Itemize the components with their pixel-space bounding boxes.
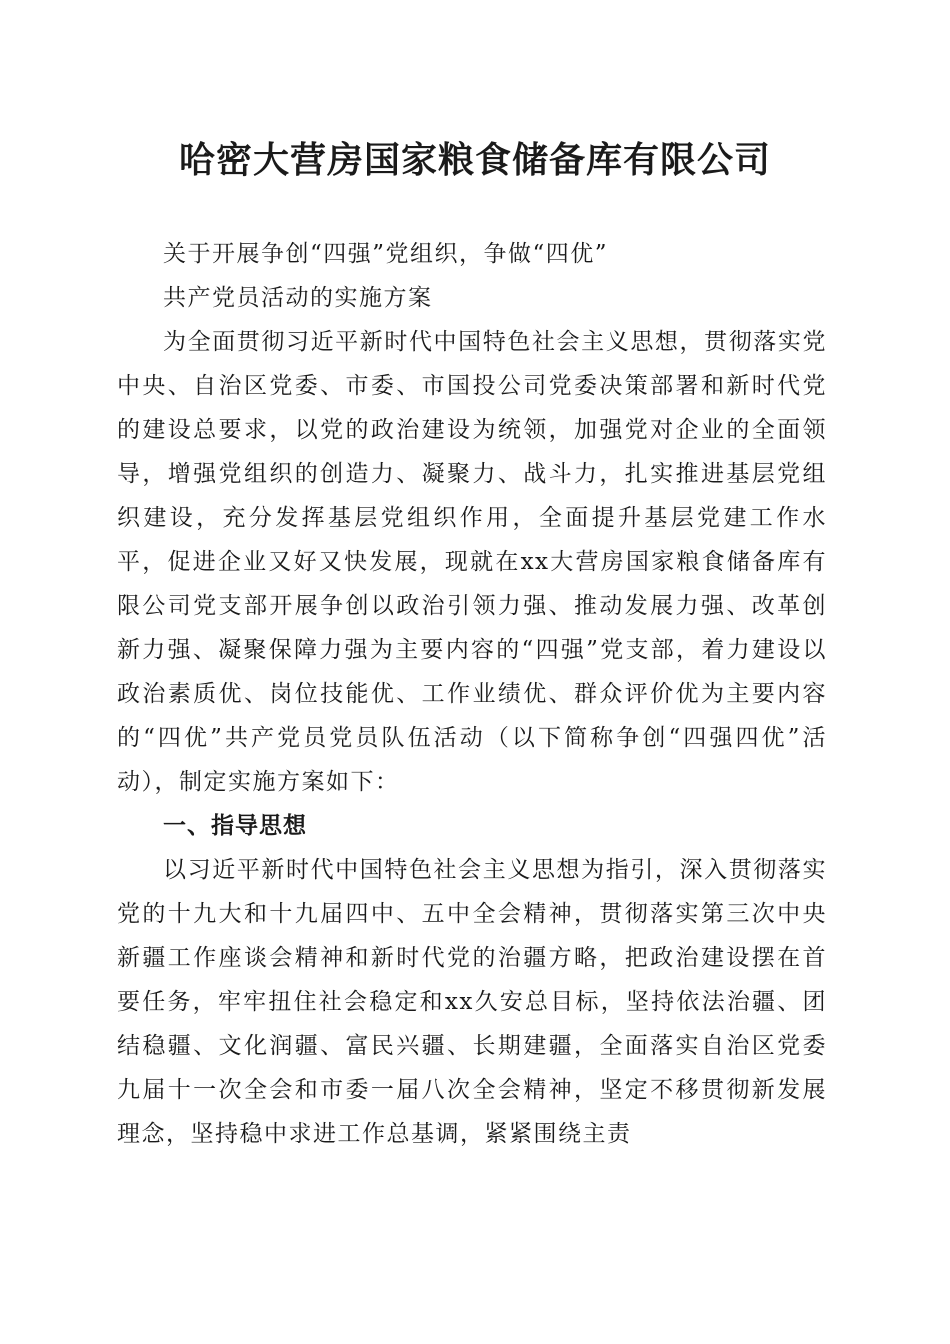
intro-paragraph: 为全面贯彻习近平新时代中国特色社会主义思想，贯彻落实党中央、自治区党委、市委、市国投公司党委决策部署和新时代党的建设总要求，以党的政治建设为统领，加强党对企业的全面领导，增强党组织的创造力、凝聚力、战斗力，扎实推进基层党组织建设，充分发挥基层党组织作用，全面提升基层党建工作水平，促进企业又好又快发展，现就在xx大营房国家粮食储备库有限公司党支部开展争创以政治引领力强、推动发展力强、改革创新力强、凝聚保障力强为主要内容的“四强”党支部，着力建设以政治素质优、岗位技能优、工作业绩优、群众评价优为主要内容的“四优”共产党员党员队伍活动（以下简称争创“四强四优”活动），制定实施方案如下： [117,329,827,795]
subtitle-line-2: 共产党员活动的实施方案 [163,285,433,311]
document-title: 哈密大营房国家粮食储备库有限公司 [178,139,771,181]
subtitle-line-1: 关于开展争创“四强”党组织，争做“四优” [163,241,609,267]
document-body [117,232,827,1156]
section-heading-guiding-ideology: 一、指导思想 [163,813,307,839]
section-paragraph-guiding-ideology: 以习近平新时代中国特色社会主义思想为指引，深入贯彻落实党的十九大和十九届四中、五中全会精神，贯彻落实第三次中央新疆工作座谈会精神和新时代党的治疆方略，把政治建设摆在首要任务，牢牢扭住社会稳定和xx久安总目标，坚持依法治疆、团结稳疆、文化润疆、富民兴疆、长期建疆，全面落实自治区党委九届十一次全会和市委一届八次全会精神，坚定不移贯彻新发展理念，坚持稳中求进工作总基调，紧紧围绕主责 [117,857,827,1147]
